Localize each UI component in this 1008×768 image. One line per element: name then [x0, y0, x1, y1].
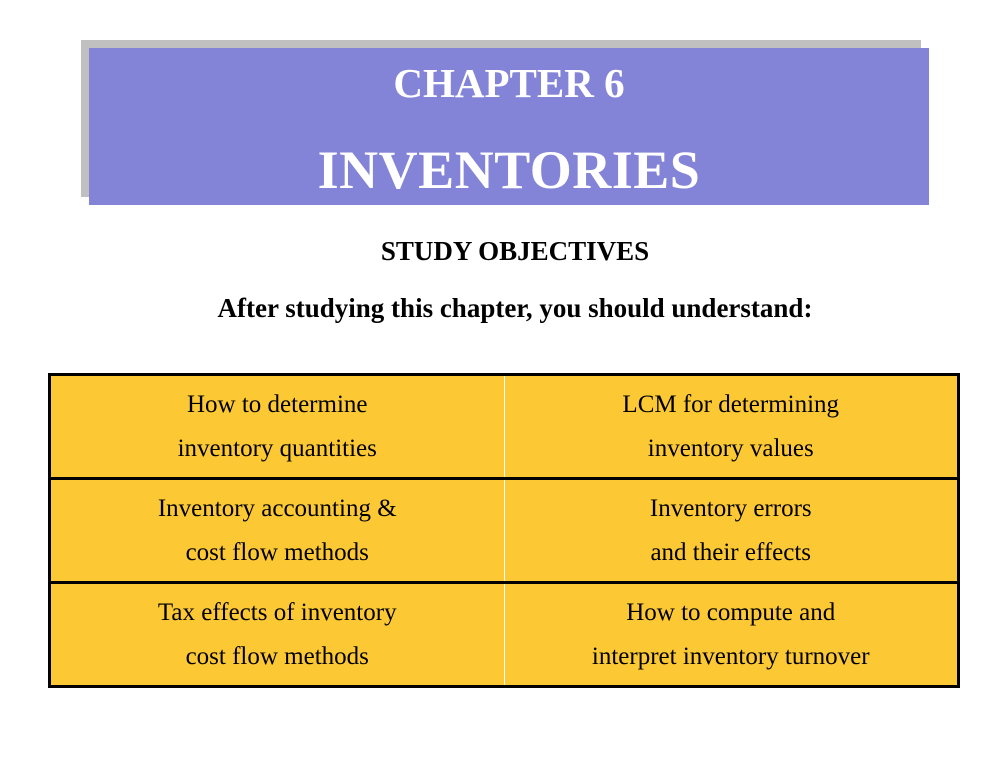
objective-line: Inventory errors: [649, 494, 812, 522]
objective-cell: [504, 583, 959, 687]
table-row: [50, 479, 959, 583]
objective-line: Tax effects of inventory: [157, 598, 397, 626]
objective-cell: [504, 375, 959, 479]
objective-line: How to determine: [186, 390, 368, 418]
objective-cell: [50, 479, 505, 583]
study-objectives-intro: After studying this chapter, you should understand:: [217, 293, 813, 323]
table-row: [50, 583, 959, 687]
chapter-title: INVENTORIES: [317, 140, 701, 200]
objective-line: Inventory accounting &: [157, 494, 397, 522]
objective-line: inventory values: [647, 434, 814, 462]
objective-cell: [50, 583, 505, 687]
objective-line: cost flow methods: [185, 538, 369, 566]
title-box: [89, 48, 929, 205]
objective-line: How to compute and: [626, 598, 836, 626]
objective-line: and their effects: [650, 538, 812, 566]
chapter-number: CHAPTER 6: [393, 60, 625, 106]
objective-line: inventory quantities: [177, 434, 377, 462]
objectives-table: [48, 373, 960, 688]
table-row: [50, 375, 959, 479]
study-objectives-heading: STUDY OBJECTIVES: [380, 236, 650, 266]
objective-line: interpret inventory turnover: [591, 642, 870, 670]
objective-cell: [50, 375, 505, 479]
objective-cell: [504, 479, 959, 583]
objective-line: cost flow methods: [185, 642, 369, 670]
objective-line: LCM for determining: [622, 390, 840, 418]
